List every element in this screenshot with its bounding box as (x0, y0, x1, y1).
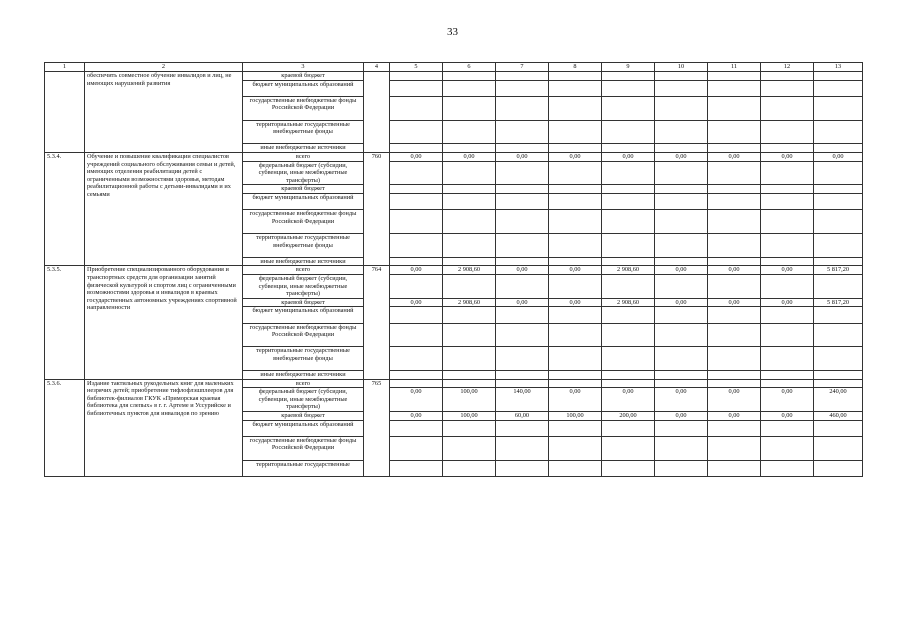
value-cell (443, 233, 496, 257)
value-cell (443, 420, 496, 436)
value-cell: 2 908,60 (443, 298, 496, 307)
value-cell (708, 185, 761, 194)
value-cell (602, 161, 655, 185)
value-cell: 0,00 (655, 388, 708, 412)
value-cell (549, 436, 602, 460)
column-header: 11 (708, 63, 761, 72)
value-cell (390, 72, 443, 81)
value-cell (496, 72, 549, 81)
value-cell (655, 120, 708, 144)
value-cell (761, 274, 814, 298)
value-cell (549, 144, 602, 153)
value-cell (549, 371, 602, 380)
funding-source: всего (243, 152, 364, 161)
funding-source: бюджет муниципальных образований (243, 80, 364, 96)
value-cell (602, 193, 655, 209)
value-cell: 0,00 (443, 152, 496, 161)
value-cell (814, 120, 863, 144)
value-cell (814, 436, 863, 460)
value-cell: 0,00 (390, 388, 443, 412)
value-cell (814, 144, 863, 153)
value-cell (549, 379, 602, 388)
value-cell (814, 257, 863, 266)
value-cell (655, 371, 708, 380)
value-cell (655, 80, 708, 96)
value-cell (602, 420, 655, 436)
funding-source: территориальные государственные внебюджетные фонды (243, 120, 364, 144)
value-cell (390, 274, 443, 298)
value-cell (655, 436, 708, 460)
value-cell (549, 161, 602, 185)
value-cell (655, 185, 708, 194)
value-cell (496, 420, 549, 436)
value-cell: 0,00 (496, 266, 549, 275)
value-cell (602, 257, 655, 266)
value-cell (549, 120, 602, 144)
funding-source: краевой бюджет (243, 185, 364, 194)
funding-source: краевой бюджет (243, 412, 364, 421)
value-cell (761, 193, 814, 209)
value-cell: 0,00 (549, 152, 602, 161)
value-cell (602, 96, 655, 120)
value-cell: 0,00 (655, 266, 708, 275)
value-cell (602, 80, 655, 96)
value-cell (443, 274, 496, 298)
value-cell (761, 347, 814, 371)
value-cell (708, 371, 761, 380)
value-cell: 2 908,60 (443, 266, 496, 275)
value-cell (761, 210, 814, 234)
value-cell: 0,00 (814, 152, 863, 161)
value-cell (443, 120, 496, 144)
value-cell (602, 144, 655, 153)
value-cell (761, 72, 814, 81)
value-cell (496, 185, 549, 194)
value-cell (549, 347, 602, 371)
value-cell (761, 323, 814, 347)
value-cell (655, 210, 708, 234)
value-cell (496, 379, 549, 388)
value-cell (390, 80, 443, 96)
value-cell (708, 436, 761, 460)
value-cell: 0,00 (761, 298, 814, 307)
funding-source: федеральный бюджет (субсидии, субвенции, иные межбюджетные трансферты) (243, 161, 364, 185)
item-code: 760 (364, 152, 390, 265)
value-cell (761, 307, 814, 323)
value-cell (549, 96, 602, 120)
value-cell (655, 193, 708, 209)
value-cell: 0,00 (390, 152, 443, 161)
value-cell (496, 460, 549, 476)
value-cell (496, 233, 549, 257)
value-cell: 2 908,60 (602, 298, 655, 307)
table-row (45, 72, 863, 81)
value-cell (549, 460, 602, 476)
column-header: 5 (390, 63, 443, 72)
value-cell: 0,00 (655, 412, 708, 421)
value-cell (390, 323, 443, 347)
value-cell (390, 257, 443, 266)
value-cell: 0,00 (708, 412, 761, 421)
funding-source: бюджет муниципальных образований (243, 193, 364, 209)
value-cell (549, 80, 602, 96)
value-cell: 100,00 (443, 388, 496, 412)
column-header: 6 (443, 63, 496, 72)
value-cell (390, 379, 443, 388)
value-cell (390, 460, 443, 476)
value-cell: 0,00 (761, 412, 814, 421)
value-cell (496, 347, 549, 371)
value-cell (602, 274, 655, 298)
item-number: 5.3.4. (45, 152, 85, 265)
column-header: 13 (814, 63, 863, 72)
table-row (45, 379, 863, 388)
value-cell (814, 80, 863, 96)
value-cell (655, 323, 708, 347)
column-header: 9 (602, 63, 655, 72)
value-cell (602, 307, 655, 323)
value-cell (655, 347, 708, 371)
value-cell (443, 460, 496, 476)
value-cell (602, 233, 655, 257)
value-cell (443, 307, 496, 323)
value-cell (655, 161, 708, 185)
value-cell (708, 120, 761, 144)
value-cell (761, 257, 814, 266)
column-header: 7 (496, 63, 549, 72)
value-cell (443, 193, 496, 209)
value-cell (708, 80, 761, 96)
value-cell (602, 210, 655, 234)
value-cell (496, 323, 549, 347)
funding-source: всего (243, 379, 364, 388)
value-cell: 0,00 (708, 152, 761, 161)
value-cell (814, 379, 863, 388)
value-cell: 5 817,20 (814, 266, 863, 275)
value-cell (496, 274, 549, 298)
value-cell (549, 307, 602, 323)
funding-source: бюджет муниципальных образований (243, 420, 364, 436)
value-cell: 240,00 (814, 388, 863, 412)
value-cell (761, 96, 814, 120)
value-cell (549, 233, 602, 257)
value-cell (602, 72, 655, 81)
value-cell (708, 233, 761, 257)
value-cell (655, 274, 708, 298)
value-cell (814, 420, 863, 436)
value-cell (761, 120, 814, 144)
item-code: 764 (364, 266, 390, 379)
table-body (45, 63, 863, 477)
value-cell (761, 144, 814, 153)
column-header: 10 (655, 63, 708, 72)
value-cell: 0,00 (708, 266, 761, 275)
value-cell (390, 307, 443, 323)
funding-source: бюджет муниципальных образований (243, 307, 364, 323)
value-cell: 0,00 (761, 266, 814, 275)
value-cell (496, 80, 549, 96)
table-row (45, 266, 863, 275)
value-cell (761, 161, 814, 185)
value-cell (602, 347, 655, 371)
value-cell: 0,00 (390, 266, 443, 275)
value-cell (443, 80, 496, 96)
item-description: Издание тактильных рукодельных книг для маленьких незрячих детей; приобретение тифлофлэшплееров для библиотек-филиалов ГКУК «Приморская краевая библиотека для слепых» в г. г. Артеме и Уссурийске и библиотечных пунктов для инвалидов по зрению (85, 379, 243, 476)
value-cell (761, 436, 814, 460)
value-cell (443, 72, 496, 81)
value-cell (814, 274, 863, 298)
item-description: обеспечить совместное обучение инвалидов и лиц, не имеющих нарушений развития (85, 72, 243, 153)
funding-source: иные внебюджетные источники (243, 144, 364, 153)
value-cell (443, 144, 496, 153)
value-cell (655, 460, 708, 476)
value-cell: 0,00 (549, 266, 602, 275)
value-cell (814, 460, 863, 476)
value-cell (708, 257, 761, 266)
value-cell: 0,00 (496, 152, 549, 161)
funding-source: федеральный бюджет (субсидии, субвенции, иные межбюджетные трансферты) (243, 388, 364, 412)
funding-source: государственные внебюджетные фонды Российской Федерации (243, 210, 364, 234)
value-cell (655, 233, 708, 257)
value-cell (496, 307, 549, 323)
value-cell (602, 436, 655, 460)
value-cell (602, 379, 655, 388)
value-cell (390, 120, 443, 144)
value-cell (761, 233, 814, 257)
value-cell (814, 185, 863, 194)
value-cell (814, 233, 863, 257)
value-cell (390, 185, 443, 194)
column-header: 8 (549, 63, 602, 72)
column-header: 4 (364, 63, 390, 72)
value-cell (708, 347, 761, 371)
value-cell (814, 161, 863, 185)
value-cell (761, 460, 814, 476)
value-cell (496, 120, 549, 144)
value-cell (655, 307, 708, 323)
value-cell (496, 193, 549, 209)
column-header: 12 (761, 63, 814, 72)
funding-source: территориальные государственные (243, 460, 364, 476)
value-cell (708, 193, 761, 209)
value-cell (655, 379, 708, 388)
value-cell (496, 161, 549, 185)
item-number: 5.3.6. (45, 379, 85, 476)
value-cell (390, 96, 443, 120)
value-cell: 100,00 (549, 412, 602, 421)
value-cell: 0,00 (708, 388, 761, 412)
value-cell (549, 274, 602, 298)
value-cell (655, 72, 708, 81)
value-cell (496, 210, 549, 234)
value-cell (708, 379, 761, 388)
funding-source: иные внебюджетные источники (243, 371, 364, 380)
funding-source: государственные внебюджетные фонды Российской Федерации (243, 96, 364, 120)
funding-source: краевой бюджет (243, 72, 364, 81)
value-cell: 100,00 (443, 412, 496, 421)
value-cell (390, 193, 443, 209)
funding-source: территориальные государственные внебюджетные фонды (243, 347, 364, 371)
value-cell (814, 323, 863, 347)
value-cell (708, 274, 761, 298)
value-cell (496, 436, 549, 460)
value-cell (814, 307, 863, 323)
value-cell: 0,00 (549, 298, 602, 307)
value-cell (549, 257, 602, 266)
value-cell (761, 371, 814, 380)
value-cell (602, 460, 655, 476)
value-cell (549, 185, 602, 194)
header-row (45, 63, 863, 72)
funding-source: всего (243, 266, 364, 275)
value-cell: 0,00 (549, 388, 602, 412)
item-number: 5.3.5. (45, 266, 85, 379)
value-cell (496, 96, 549, 120)
value-cell: 460,00 (814, 412, 863, 421)
value-cell (443, 185, 496, 194)
value-cell (655, 144, 708, 153)
value-cell (602, 120, 655, 144)
value-cell (390, 144, 443, 153)
value-cell (708, 460, 761, 476)
value-cell: 0,00 (390, 412, 443, 421)
value-cell (708, 420, 761, 436)
value-cell (443, 347, 496, 371)
value-cell (655, 257, 708, 266)
funding-source: иные внебюджетные источники (243, 257, 364, 266)
value-cell (390, 161, 443, 185)
value-cell (496, 144, 549, 153)
value-cell (390, 347, 443, 371)
value-cell (549, 323, 602, 347)
funding-source: территориальные государственные внебюджетные фонды (243, 233, 364, 257)
item-code: 765 (364, 379, 390, 476)
item-code (364, 72, 390, 153)
value-cell (814, 96, 863, 120)
item-description: Приобретение специализированного оборудования и транспортных средств для организации занятий физической культурой и спортом лиц с ограниченными возможностями здоровья и инвалидов в краевых государственных автономных учреждениях спортивной направленности (85, 266, 243, 379)
value-cell: 0,00 (390, 298, 443, 307)
funding-source: государственные внебюджетные фонды Российской Федерации (243, 436, 364, 460)
value-cell (390, 420, 443, 436)
value-cell: 60,00 (496, 412, 549, 421)
table-row (45, 152, 863, 161)
value-cell (814, 347, 863, 371)
value-cell (390, 233, 443, 257)
value-cell (602, 185, 655, 194)
funding-source: федеральный бюджет (субсидии, субвенции, иные межбюджетные трансферты) (243, 274, 364, 298)
value-cell (814, 193, 863, 209)
value-cell (814, 210, 863, 234)
value-cell (496, 257, 549, 266)
value-cell (443, 436, 496, 460)
value-cell: 0,00 (761, 152, 814, 161)
value-cell (549, 193, 602, 209)
value-cell (814, 371, 863, 380)
value-cell: 0,00 (496, 298, 549, 307)
value-cell: 2 908,60 (602, 266, 655, 275)
item-number (45, 72, 85, 153)
value-cell (814, 72, 863, 81)
value-cell (655, 420, 708, 436)
value-cell (708, 96, 761, 120)
item-description: Обучение и повышение квалификации специалистов учреждений социального обслуживания семьи и детей, имеющих отделения реабилитации детей с ограниченными возможностями здоровья, методам реабилитационной работы с детьми-инвалидами и их семьями (85, 152, 243, 265)
value-cell (443, 323, 496, 347)
value-cell (655, 96, 708, 120)
value-cell (708, 161, 761, 185)
value-cell (443, 96, 496, 120)
value-cell: 140,00 (496, 388, 549, 412)
value-cell (390, 371, 443, 380)
value-cell (708, 72, 761, 81)
value-cell: 0,00 (602, 152, 655, 161)
value-cell (549, 420, 602, 436)
value-cell (761, 80, 814, 96)
value-cell (443, 161, 496, 185)
funding-source: государственные внебюджетные фонды Российской Федерации (243, 323, 364, 347)
value-cell (443, 379, 496, 388)
value-cell: 0,00 (602, 388, 655, 412)
value-cell: 0,00 (761, 388, 814, 412)
value-cell (761, 420, 814, 436)
value-cell (761, 185, 814, 194)
value-cell (549, 210, 602, 234)
value-cell (443, 210, 496, 234)
value-cell (761, 379, 814, 388)
value-cell (708, 323, 761, 347)
value-cell (708, 210, 761, 234)
value-cell: 0,00 (655, 152, 708, 161)
column-header: 2 (85, 63, 243, 72)
value-cell (708, 307, 761, 323)
value-cell: 0,00 (708, 298, 761, 307)
budget-table (44, 62, 863, 477)
value-cell (496, 371, 549, 380)
page-number: 33 (447, 26, 458, 38)
value-cell (602, 323, 655, 347)
funding-source: краевой бюджет (243, 298, 364, 307)
value-cell (602, 371, 655, 380)
value-cell (708, 144, 761, 153)
value-cell (549, 72, 602, 81)
value-cell (390, 436, 443, 460)
value-cell: 5 817,20 (814, 298, 863, 307)
column-header: 1 (45, 63, 85, 72)
value-cell (390, 210, 443, 234)
column-header: 3 (243, 63, 364, 72)
value-cell (443, 371, 496, 380)
value-cell (443, 257, 496, 266)
value-cell: 0,00 (655, 298, 708, 307)
value-cell: 200,00 (602, 412, 655, 421)
